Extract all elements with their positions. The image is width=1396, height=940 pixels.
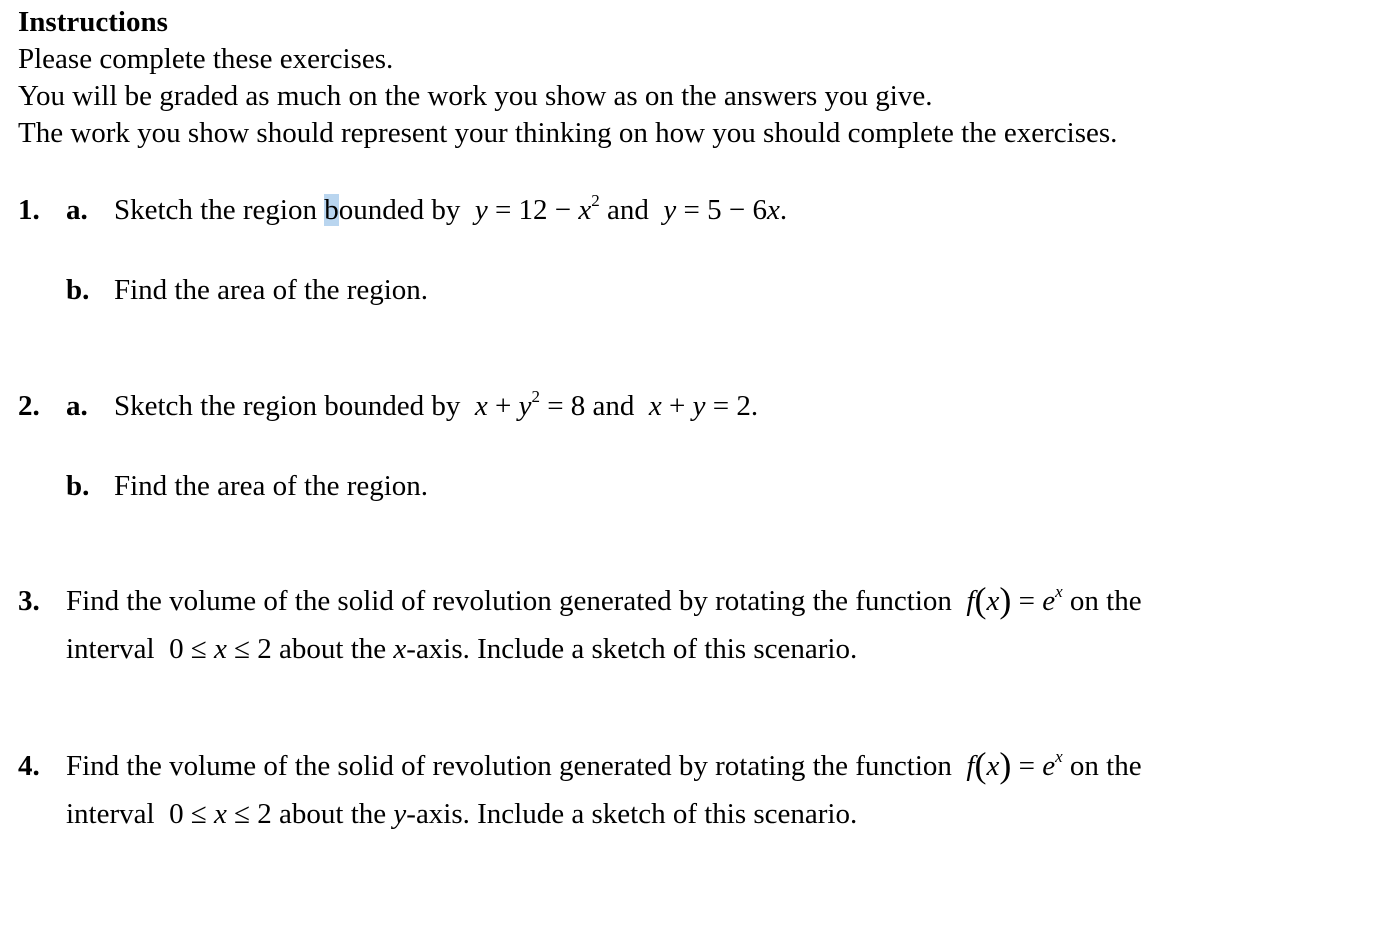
part-label: a. bbox=[66, 194, 88, 226]
exercise-text: interval bbox=[66, 633, 155, 665]
exercise-text: on the bbox=[1069, 585, 1142, 617]
exercise-text: ounded by bbox=[338, 194, 461, 226]
instructions-title: Instructions bbox=[18, 6, 168, 38]
equation: $x + y^2 = 8$ bbox=[467, 387, 586, 422]
instruction-line: Please complete these exercises. bbox=[18, 43, 394, 75]
interval-expression: 0 ≤ x ≤ 2 bbox=[169, 633, 272, 665]
exercise-2-part-b bbox=[18, 470, 428, 503]
exercise-number: 4. bbox=[18, 750, 40, 782]
exercise-text: Find the volume of the solid of revolution generated by rotating the function bbox=[66, 585, 952, 617]
part-label: b. bbox=[66, 470, 90, 502]
part-label: a. bbox=[66, 390, 88, 422]
exercise-text: Find the volume of the solid of revolution generated by rotating the function bbox=[66, 750, 952, 782]
exercise-2-part-a bbox=[18, 387, 759, 423]
exercise-4-line-1 bbox=[18, 745, 1142, 785]
axis-variable: x bbox=[393, 633, 407, 665]
function-expression: $f(x) = e^x$ bbox=[959, 745, 1063, 785]
interval-expression: 0 ≤ x ≤ 2 bbox=[169, 798, 272, 830]
exercise-text: Sketch the region bbox=[114, 194, 325, 226]
equation: y = 5 − 6x. bbox=[656, 194, 788, 226]
exercise-text: on the bbox=[1069, 750, 1142, 782]
exercise-text: interval bbox=[66, 798, 155, 830]
text-selection[interactable]: b bbox=[324, 194, 339, 226]
exercise-1-part-b bbox=[18, 274, 428, 307]
exercise-1-part-a bbox=[18, 191, 788, 227]
equation: x + y = 2. bbox=[641, 390, 759, 422]
instructions-block bbox=[18, 4, 1117, 152]
exercise-text: -axis. Include a sketch of this scenario. bbox=[406, 633, 858, 665]
exercise-3-line-1 bbox=[18, 580, 1142, 620]
part-label: b. bbox=[66, 274, 90, 306]
equation: $y = 12 - x^2$ bbox=[467, 191, 600, 226]
and-word: and bbox=[607, 194, 649, 226]
exercise-number: 2. bbox=[18, 390, 40, 422]
exercise-4-line-2 bbox=[18, 798, 857, 831]
instruction-line: You will be graded as much on the work you show as on the answers you give. bbox=[18, 80, 933, 112]
exercise-text: Find the area of the region. bbox=[114, 274, 429, 306]
function-expression: $f(x) = e^x$ bbox=[959, 580, 1063, 620]
and-word: and bbox=[592, 390, 635, 422]
exercise-number: 3. bbox=[18, 585, 40, 617]
exercise-text: Sketch the region bounded by bbox=[114, 390, 461, 422]
exercise-text: about the bbox=[279, 633, 387, 665]
exercise-3-line-2 bbox=[18, 633, 857, 666]
instruction-line: The work you show should represent your thinking on how you should complete the exercises. bbox=[18, 117, 1118, 149]
exercise-text: Find the area of the region. bbox=[114, 470, 429, 502]
exercise-number: 1. bbox=[18, 194, 40, 226]
exercise-text: -axis. Include a sketch of this scenario. bbox=[406, 798, 858, 830]
axis-variable: y bbox=[393, 798, 407, 830]
exercise-text: about the bbox=[279, 798, 387, 830]
